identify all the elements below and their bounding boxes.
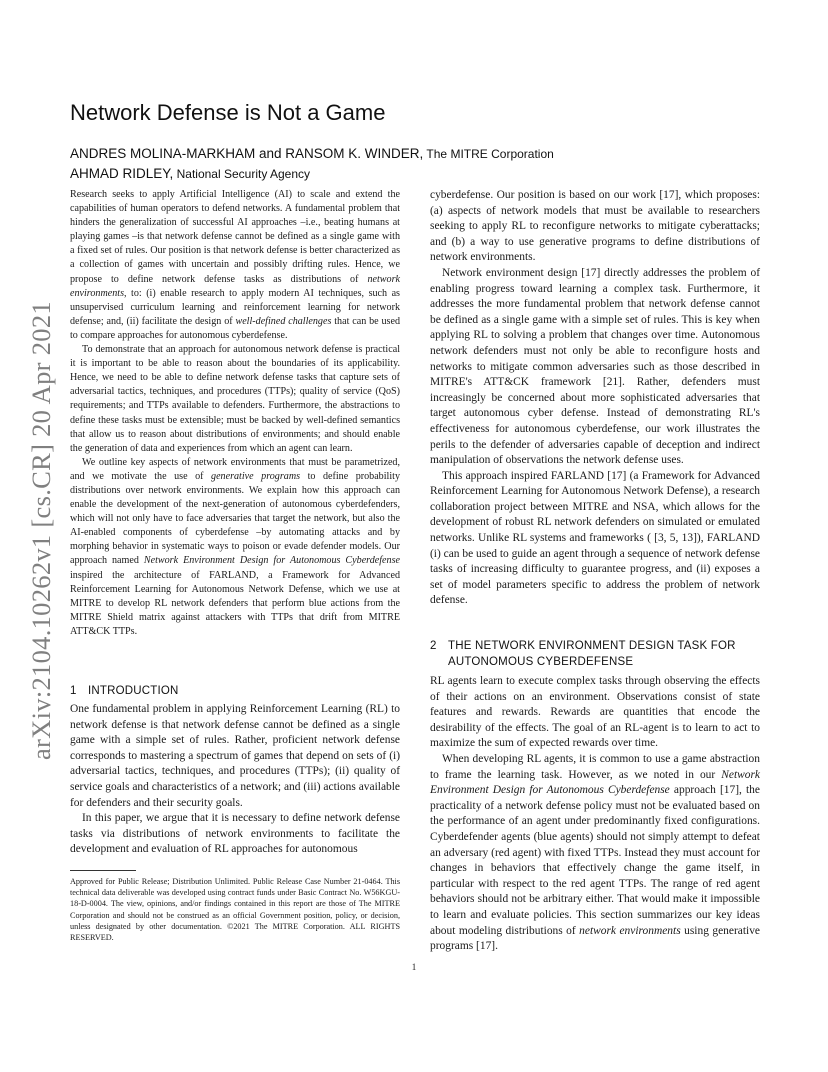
page-number: 1 [411,962,417,972]
introduction-paragraph-1: One fundamental problem in applying Reinforcement Learning (RL) to network defense is that network defense cannot be defined as a single game with a simple set of rules. Rather, proficient network defense corresponds to mastering a spectrum of games that depend on sets of (i) adversarial tactics, techniques, and procedures (TTPs); (ii) quality of service goals and characteristics of a network; and (iii) actions available for defenders and their security goals. [70,703,400,809]
author-affiliation-2: National Security Agency [173,167,311,181]
author-names-2: AHMAD RIDLEY, [70,166,174,181]
abstract-paragraph-3: We outline key aspects of network environments that must be parametrized, and we motivate the use of generative programs to define probability distributions over network environments. We explain how this approach can enable the development of the next-generation of autonomous cyberdefenders, which will not only have to face adversaries that target the network, but also the AI-enabled components of cyberdefense –by automating attacks and by morphing behavior in systematic ways to poison or evade defender models. Our approach named Network Environment Design for Autonomous Cyberdefense inspired the architecture of FARLAND, a Framework for Advanced Reinforcement Learning for Autonomous Network Defense, which we use at MITRE to develop RL network defenders that perform blue actions from the MITRE Shield matrix against attackers with TTPs that drift from MITRE ATT&CK TTPs. [70,456,400,637]
footnote-rule [70,870,136,871]
introduction-body [70,702,400,858]
abstract-paragraph-1: Research seeks to apply Artificial Intelligence (AI) to scale and extend the capabilities of human operators to defend networks. A fundamental problem that hinders the generalization of successful AI approaches –i.e., beating humans at playing games –is that network defense cannot be defined as a single game with a fixed set of rules. Our position is that network defense is better characterized as a collection of games with uncertain and possibly drifting rules. Hence, we propose to define network defense tasks as distributions of network environments, to: (i) enable research to apply modern AI techniques, such as unsupervised curriculum learning and reinforcement learning for network defense; and, (ii) facilitate the design of well-defined challenges that can be used to compare approaches for autonomous cyberdefense. [70,189,400,341]
paper-title: Network Defense is Not a Game [70,100,386,125]
right-paragraph-2: Network environment design [17] directly addresses the problem of enabling progress toward learning a complex task. Furthermore, it addresses the more fundamental problem that network defense cannot be defined as a single game with a simple set of rules. This is key when applying RL to solving a problem that changes over time. Autonomous network defenders must not only be able to reconfigure hosts and networks to mitigate common adversaries such as those described in MITRE's ATT&CK framework [21]. Rather, defenders must increasingly be concerned about more sophisticated adversaries that target autonomous cyber defense. Instead of demonstrating RL's effectiveness for autonomous cyberdefense, our work illustrates the perils to the defender of adversaries capable of deception and indirect manipulation of observations the network defense uses. [430,266,760,467]
section-number: 2 [430,640,437,652]
right-paragraph-3: This approach inspired FARLAND [17] (a Framework for Advanced Reinforcement Learning for Autonomous Network Defense), a research collaboration project between MITRE and NSA, which allows for the development of robust RL network defenders on simulated or emulated networks. Unlike RL systems and frameworks ( [3, 5, 13]), FARLAND (i) can be used to guide an agent through a sequence of network defense tasks of increasing difficulty to guarantee progress, and (ii) exposes a set of model parameters specific to address the problem of network defense. [430,469,760,607]
introduction-paragraph-2: In this paper, we argue that it is necessary to define network defense tasks via distributions of network environments to facilitate the development and evaluation of RL approaches for autonomous [70,812,400,856]
author-affiliation-1: The MITRE Corporation [423,147,554,161]
section-title-line-2: AUTONOMOUS CYBERDEFENSE [448,656,634,668]
footnote: Approved for Public Release; Distribution Unlimited. Public Release Case Number 21-0464. This technical data deliverable was developed using contract funds under Basic Contract No. W56KGU-18-D-0004. The view, opinions, and/or findings contained in this report are those of The MITRE Corporation and should not be construed as an official Government position, policy, or decision, unless designated by other documentation. ©2021 The MITRE Corporation. ALL RIGHTS RESERVED. [70,877,400,943]
right-column-body [430,188,760,609]
section-2-body [430,674,760,955]
author-names-1: ANDRES MOLINA-MARKHAM and RANSOM K. WINDER, [70,146,424,161]
arxiv-identifier: arXiv:2104.10262v1 [cs.CR] 20 Apr 2021 [26,301,56,760]
abstract-paragraph-2: To demonstrate that an approach for autonomous network defense is practical it is important to be able to reason about the boundaries of its applicability. Hence, we need to be able to define network defense tasks that capture sets of adversarial tactics, techniques, and procedures (TTPs); quality of service (QoS) requirements; and TTPs available to defenders. Furthermore, the abstractions to define these tasks must be extensible; must be backed by well-defined semantics that allow us to reason about distributions of environments; and should enable the generation of data and experiences from which an agent can learn. [70,344,400,454]
section-heading-network-environment-design [430,638,760,670]
right-paragraph-1: cyberdefense. Our position is based on our work [17], which proposes: (a) aspects of network models that must be available to researchers seeking to apply RL to reconfigure networks to mitigate cyberattacks; and (b) a way to use generative programs to define distributions of network environments. [430,189,760,264]
section-2-paragraph-1: RL agents learn to execute complex tasks through observing the effects of their actions on an environment. Observations consist of state features and rewards. Rewards are quantities that encode the desirability of the effects. The goal of an RL-agent is to learn to act to maximize the sum of expected rewards over time. [430,675,760,750]
section-title: INTRODUCTION [88,685,179,697]
section-title-line-1: THE NETWORK ENVIRONMENT DESIGN TASK FOR [448,640,736,652]
section-heading-introduction [70,683,179,699]
section-2-paragraph-2: When developing RL agents, it is common to use a game abstraction to frame the learning task. However, as we noted in our Network Environment Design for Autonomous Cyberdefense approach [17], the practicality of a network defense policy must not be evaluated based on the performance of an agent under predominantly fixed configurations. Cyberdefender agents (blue agents) should not simply attempt to defeat an adversary (red agent) with fixed TTPs. Instead they must account for changes in behaviors that effectively change the game itself, in particular with respect to the red agent TTPs. The range of red agent behaviors should not be arbitrary either. That would make it impossible to learn and evaluate policies. This section summarizes our key ideas about modeling distributions of network environments using generative programs [17]. [430,752,760,953]
author-line-2 [70,164,770,184]
author-block [70,144,770,184]
section-number: 1 [70,685,77,697]
author-line-1 [70,144,770,164]
arxiv-identifier-stamp [22,285,62,765]
abstract [70,188,400,639]
